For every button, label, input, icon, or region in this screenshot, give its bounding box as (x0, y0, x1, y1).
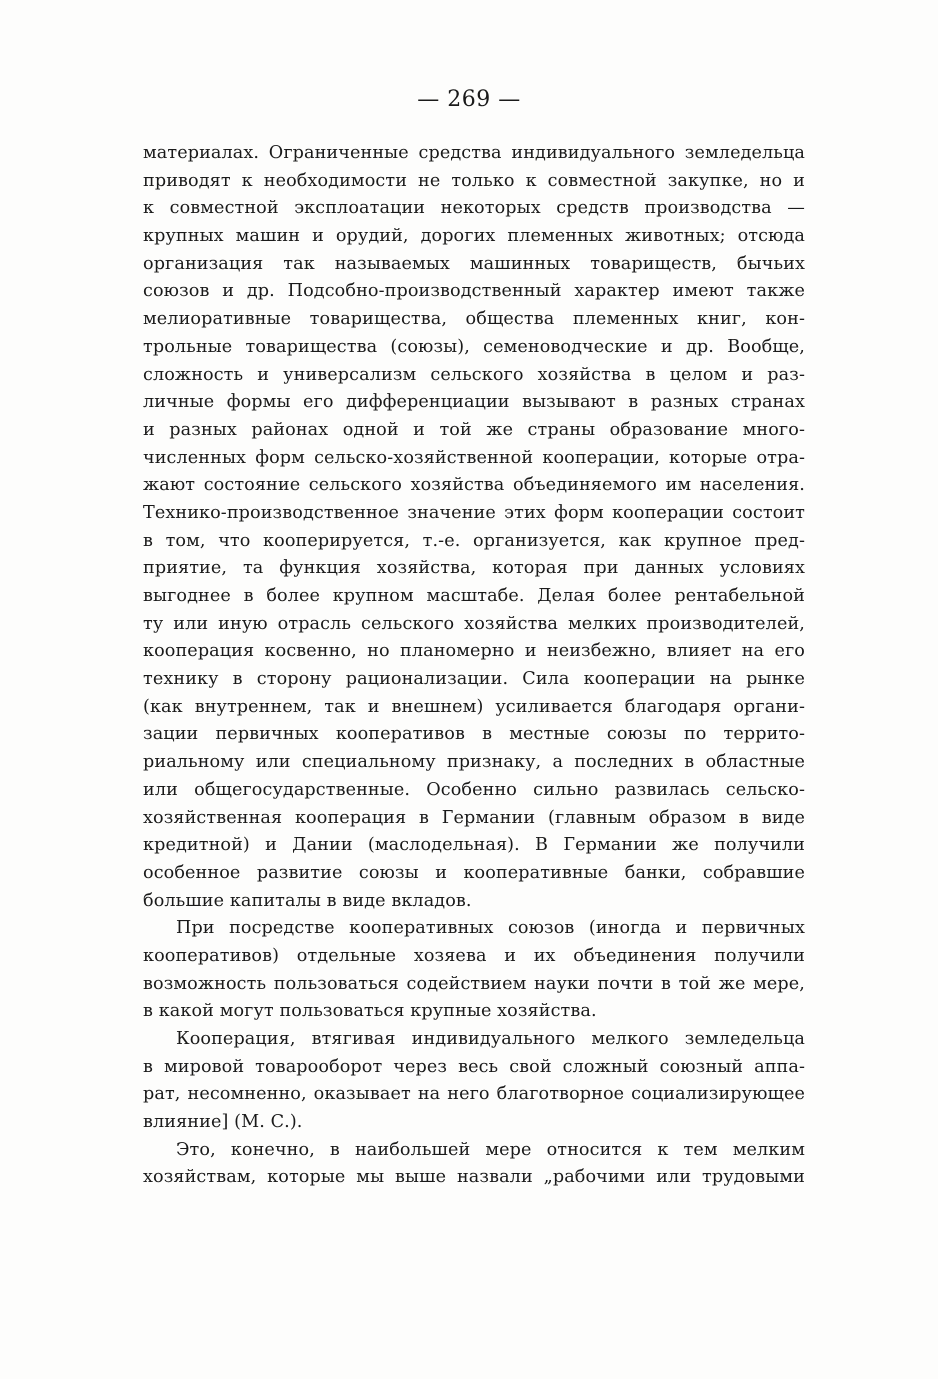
text-line: хозяйствам, которые мы выше назвали „рабочими или трудовыми (143, 1167, 805, 1188)
text-line: приятие, та функция хозяйства, которая при данных условиях (143, 558, 805, 579)
text-line: Это, конечно, в наибольшей мере относится к тем мелким (176, 1139, 805, 1160)
text-line: влияние] (М. С.). (143, 1112, 303, 1133)
text-line: жают состояние сельского хозяйства объединяемого им населения. (143, 475, 805, 496)
page-number: — 269 — (417, 87, 521, 112)
text-line: численных форм сельско-хозяйственной кооперации, которые отра- (143, 447, 805, 468)
text-line: хозяйственная кооперация в Германии (главным образом в виде (143, 807, 805, 828)
text-line: организация так называемых машинных товариществ, бычьих (143, 253, 805, 274)
text-line: сложность и универсализм сельского хозяйства в целом и раз- (143, 364, 805, 385)
text-line: возможность пользоваться содействием науки почти в той же мере, (143, 973, 805, 994)
text-line: особенное развитие союзы и кооперативные банки, собравшие (143, 862, 805, 883)
text-line: кооперация косвенно, но планомерно и неизбежно, влияет на его (143, 641, 805, 662)
text-line: мелиоративные товарищества, общества племенных книг, кон- (143, 309, 805, 330)
text-line: технику в сторону рационализации. Сила кооперации на рынке (143, 669, 805, 690)
text-line: и разных районах одной и той же страны образование много- (143, 419, 805, 440)
body-text (143, 140, 805, 1192)
text-line: большие капиталы в виде вкладов. (143, 890, 472, 911)
text-line: в мировой товарооборот через весь свой сложный союзный аппа- (143, 1056, 805, 1077)
text-line: кредитной) и Дании (маслодельная). В Германии же получили (143, 835, 805, 856)
text-line: личные формы его дифференциации вызывают в разных странах (143, 392, 805, 413)
text-line: ту или иную отрасль сельского хозяйства мелких производителей, (143, 613, 805, 634)
text-line: кооперативов) отдельные хозяева и их объединения получили (143, 945, 805, 966)
text-line: в какой могут пользоваться крупные хозяйства. (143, 1001, 597, 1022)
text-line: союзов и др. Подсобно-производственный характер имеют также (143, 281, 805, 302)
text-line: приводят к необходимости не только к совместной закупке, но и (143, 170, 805, 191)
text-line: материалах. Ограниченные средства индивидуального земледельца (143, 143, 805, 163)
text-line: рат, несомненно, оказывает на него благотворное социализирующее (143, 1084, 805, 1105)
text-line: Технико-производственное значение этих форм кооперации состоит (143, 502, 805, 523)
text-line: или общегосударственные. Особенно сильно развилась сельско- (143, 779, 805, 800)
text-line: (как внутреннем, так и внешнем) усиливается благодаря органи- (143, 696, 805, 717)
text-line: Кооперация, втягивая индивидуального мелкого земледельца (176, 1029, 805, 1049)
text-line: крупных машин и орудий, дорогих племенных животных; отсюда (143, 226, 805, 247)
text-line: в том, что кооперируется, т.-е. организуется, как крупное пред- (143, 530, 805, 551)
text-line: зации первичных кооперативов в местные союзы по террито- (143, 724, 805, 745)
text-line: к совместной эксплоатации некоторых средств производства — (143, 198, 805, 219)
text-line: При посредстве кооперативных союзов (иногда и первичных (176, 918, 805, 939)
text-line: риальному или специальному признаку, а последних в областные (143, 752, 805, 773)
text-line: трольные товарищества (союзы), семеноводческие и др. Вообще, (143, 336, 805, 357)
text-line: выгоднее в более крупном масштабе. Делая более рентабельной (143, 586, 805, 606)
